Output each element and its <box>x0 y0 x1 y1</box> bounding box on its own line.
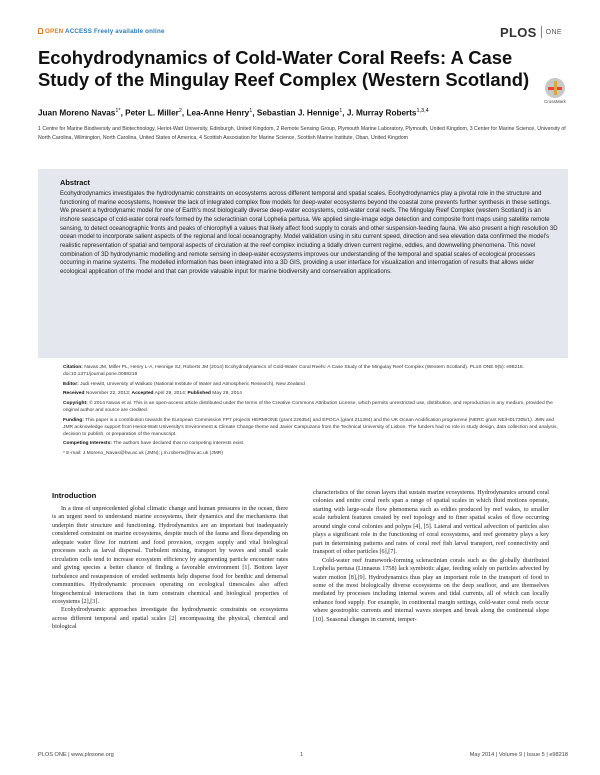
email-line: * E-mail: J.Moreno_Navas@hw.ac.uk (JMN); j.m.roberts@hw.ac.uk (JMR) <box>63 450 223 456</box>
open-access-badge[interactable]: OPEN ACCESS Freely available online <box>38 28 165 35</box>
introduction-heading: Introduction <box>52 491 97 500</box>
author-affiliation-mark: 1 <box>339 108 343 114</box>
body-paragraph: Ecohydrodynamic approaches investigate the hydrodynamic constraints on ecosystems across different temporal and spatial scales [2] encompassing the physical, chemical and biological <box>52 607 288 631</box>
email-link[interactable]: J.Moreno_Navas@hw.ac.uk (JMN); j.m.roberts@hw.ac.uk (JMR) <box>82 450 223 456</box>
editor-line: Editor: Judi Hewitt, University of Waikato (National Institute of Water and Atmospheric Research), New Zealand <box>63 381 305 387</box>
footer-issue: May 2014 | Volume 9 | Issue 5 | e98218 <box>469 752 568 758</box>
open-lock-icon <box>38 28 43 34</box>
abstract-text: Ecohydrodynamics investigates the hydrodynamic constraints on ecosystems across different temporal and spatial scales. Ecohydrodynamics play a pivotal role in the structure and functioning of marine ecosystems, however the lack of integrated complex flow models for deep-water ecosystems beyond the coastal zone prevents further synthesis in these settings. We present a hydrodynamic model for one of Earth's most biologically diverse deep-water ecosystems, cold-water coral reefs. The Mingulay Reef Complex (western Scotland) is an inshore seascape of cold-water coral reefs formed by the scleractinian coral Lophelia pertusa. We applied single-image edge detection and composite front maps using satellite remote sensing, to detect oceanographic fronts and peaks of chlorophyll a values that likely affect food supply to corals and other suspension-feeding fauna. We also present a high resolution 3D ocean model to incorporate salient aspects of the regional and local oceanography. Model validation using in situ current speed, direction and sea elevation data confirmed the model's realistic representation of spatial and temporal aspects of circulation at the reef complex including a tidally driven current regime, eddies, and downwelling phenomena. This novel combination of 3D hydrodynamic modelling and remote sensing in deep-water ecosystems improves our understanding of the temporal and spatial scales of ecological processes occurring in marine systems. The modelled information has been integrated into a 3D GIS, providing a user interface for visualization and interrogation of results that allows wider ecological application of the model and that can provide valuable input for marine biodiversity and conservation applications. <box>60 191 558 275</box>
article-metadata <box>63 364 563 460</box>
abstract-heading: Abstract <box>60 178 90 187</box>
journal-name: ONE <box>545 28 562 36</box>
author-name[interactable]: Sebastian J. Hennige <box>256 108 340 118</box>
author-name[interactable]: Juan Moreno Navas <box>38 108 116 118</box>
footer-journal[interactable]: PLOS ONE | www.plosone.org <box>38 752 114 758</box>
plos-one-logo[interactable] <box>500 24 562 40</box>
author-affiliation-mark: 1,3,4 <box>416 108 429 114</box>
plos-wordmark: PLOS <box>500 24 537 40</box>
funding-line: Funding: This paper is a contribution towards the European Commission FP7 projects HERMIONE (grant 226354) and EPOCA (grant 211384) and the UK Ocean Acidification programme (NERC grant NE/H017305/1). JMN and JMR acknowledge support from Heriot-Watt University's Environment & Climate Change theme and Javier Campuzano from the Technical University of Lisbon. The funders had no role in study design, data collection and analysis, decision to publish, or preparation of the manuscript. <box>63 417 558 437</box>
crossmark-label: CrossMark <box>544 99 566 104</box>
author-name[interactable]: Lea-Anne Henry <box>186 108 250 118</box>
abstract-box <box>38 169 568 358</box>
crossmark-icon <box>545 78 565 98</box>
affiliations: 1 Centre for Marine Biodiversity and Biotechnology, Heriot-Watt University, Edinburgh, United Kingdom, 2 Remote Sensing Group, Plymouth Marine Laboratory, Plymouth, United Kingdom, 3 Center for Marine Science, University of North Carolina, Wilmington, North Carolina, United States of America, 4 Scottish Association for Marine Science, Scottish Marine Institute, Oban, United Kingdom <box>38 126 566 141</box>
body-paragraph: Cold-water reef framework-forming scleractinian corals such as the globally distributed Lophelia pertusa (Linnaeus 1758) lack symbiotic algae, feeding solely on particles advected by water motion [8],[9]. Hydrodynamics thus play an important role in the transport of food to some of the most biologically diverse ecosystems on the deep seafloor, and are themselves mediated by processes including internal waves and tidal currents, all of which can locally enhance food supply. For example, in continental margin settings, cold-water coral reefs occur where geostrophic currents and internal waves steepen and break along the continental slope [10]. Seasonal changes in current, temper- <box>313 557 549 623</box>
competing-interests-line: Competing Interests: The authors have declared that no competing interests exist. <box>63 441 245 447</box>
body-paragraph: characteristics of the ocean layers that sustain marine ecosystems. Hydrodynamics around coral colonies and entire coral reefs span a range of spatial scales in which fluid motions operate, starting with large-scale flow phenomena such as eddies produced by reef wakes, to smaller scale turbulent features created by reef topology and to finer spatial scales of flow occurring around single coral colonies and polyps [4], [5]. Lateral and vertical advection of particles also plays a significant role in the functioning of coral ecosystems, and reef geometry plays a key part in determining patterns and rates of coral reef fish larval transport, reef connectivity and transport of other particles [6],[7]. <box>313 490 549 556</box>
body-column-right <box>313 489 549 624</box>
copyright-line: Copyright: © 2014 Navas et al. This is an open-access article distributed under the terms of the Creative Commons Attribution License, which permits unrestricted use, distribution, and reproduction in any medium, provided the original author and source are credited. <box>63 400 553 413</box>
logo-divider <box>541 26 542 38</box>
journal-header <box>38 24 562 42</box>
crossmark-badge[interactable] <box>538 78 572 104</box>
page-footer <box>38 752 568 762</box>
article-title: Ecohydrodynamics of Cold-Water Coral Reefs: A Case Study of the Mingulay Reef Complex (Western Scotland) <box>38 47 530 90</box>
author-name[interactable]: J. Murray Roberts <box>346 108 417 118</box>
dates-line: Received November 22, 2013; Accepted April 29, 2014; Published May 29, 2014 <box>63 391 242 397</box>
author-name[interactable]: Peter L. Miller <box>125 108 179 118</box>
body-paragraph: In a time of unprecedented global climatic change and human pressures in the ocean, there is an urgent need to understand marine ecosystems, their dynamics and the mechanisms that underpin their structure and functioning. Hydrodynamics are an important but inadequately considered constraint on marine ecosystems, despite much of the fauna and flora depending on adequate water flow for nutrient and food provision, oxygen supply and vital biological processes such as larval dispersal. Turbulent mixing, transport by waves and small scale circulation cells tend to increase ecosystem efficiency by augmenting particle encounter rates and giving species a better chance of finding a favorable environment [1]. Bottom layer turbulence and resuspension of eroded sediments help disperse food for benthic and demersal communities. Hydrodynamic processes operating on ecological timescales also affect biogeochemical interactions that in turn constrain chemical and biological properties of ecosystems [2],[3]. <box>52 506 288 605</box>
page-number: 1 <box>300 752 304 758</box>
author-list: Juan Moreno Navas$^{1*}$, Peter L. Miller$^2$, Lea-Anne Henry$^1$, Sebastian J. Hennige$^1$, J. Murray Roberts$^{1,3,4}$ <box>38 108 429 118</box>
author-affiliation-mark: 2 <box>178 108 182 114</box>
author-affiliation-mark: 1* <box>115 108 121 114</box>
body-column-left <box>52 505 288 632</box>
citation-line: Citation: Navas JM, Miller PL, Henry L-A, Hennige SJ, Roberts JM (2014) Ecohydrodynamics of Cold-Water Coral Reefs: A Case Study of the Mingulay Reef Complex (Western Scotland). PLoS ONE 9(5): e98218. doi:10.1371/journal.pone.0098218 <box>63 365 525 378</box>
author-affiliation-mark: 1 <box>249 108 253 114</box>
